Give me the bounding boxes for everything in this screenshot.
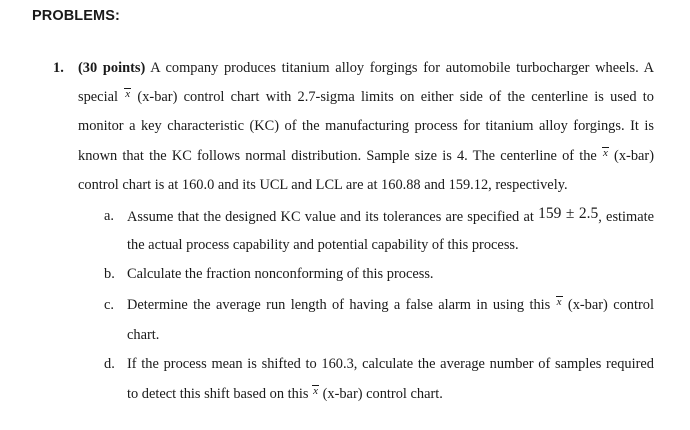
item-d-line-1: If the process mean is shifted to 160.3, calculate the average number of samples required: [127, 356, 654, 372]
x-bar-symbol: x: [556, 296, 562, 308]
x-bar-symbol: x: [125, 88, 131, 100]
item-c-label: c.: [104, 297, 114, 313]
item-d-line-2: to detect this shift based on this x (x-bar) control chart.: [127, 385, 443, 402]
item-d-label: d.: [104, 356, 115, 372]
x-bar-symbol: x: [313, 385, 318, 397]
item-a-line-2: the actual process capability and potential capability of this process.: [127, 237, 519, 253]
item-b-label: b.: [104, 266, 115, 282]
problem-text-line-3: monitor a key characteristic (KC) of the manufacturing process for titanium alloy forgings. It is: [78, 118, 654, 134]
problem-text-line-5: control chart is at 160.0 and its UCL and LCL are at 160.88 and 159.12, respectively.: [78, 177, 568, 193]
spec-value: 159 ± 2.5: [538, 205, 599, 222]
problem-number: 1.: [53, 60, 64, 76]
problem-text-line-1: (30 points) A company produces titanium alloy forgings for automobile turbocharger wheels. A: [78, 60, 654, 76]
problem-text-line-4: known that the KC follows normal distribution. Sample size is 4. The centerline of the x (x-bar): [78, 147, 654, 164]
problem-points: (30 points): [78, 60, 146, 76]
item-a-label: a.: [104, 208, 114, 224]
item-c-line-2: chart.: [127, 327, 160, 343]
item-a-line-1: Assume that the designed KC value and its tolerances are specified at 159 ± 2.5, estimate: [127, 205, 655, 225]
x-bar-symbol: x: [602, 147, 608, 159]
item-c-line-1: Determine the average run length of having a false alarm in using this x (x-bar) control: [127, 296, 654, 313]
section-heading: PROBLEMS:: [32, 8, 120, 24]
problem-text-line-2: special x (x-bar) control chart with 2.7-sigma limits on either side of the centerline is used to: [78, 88, 654, 105]
item-b-line-1: Calculate the fraction nonconforming of this process.: [127, 266, 434, 282]
